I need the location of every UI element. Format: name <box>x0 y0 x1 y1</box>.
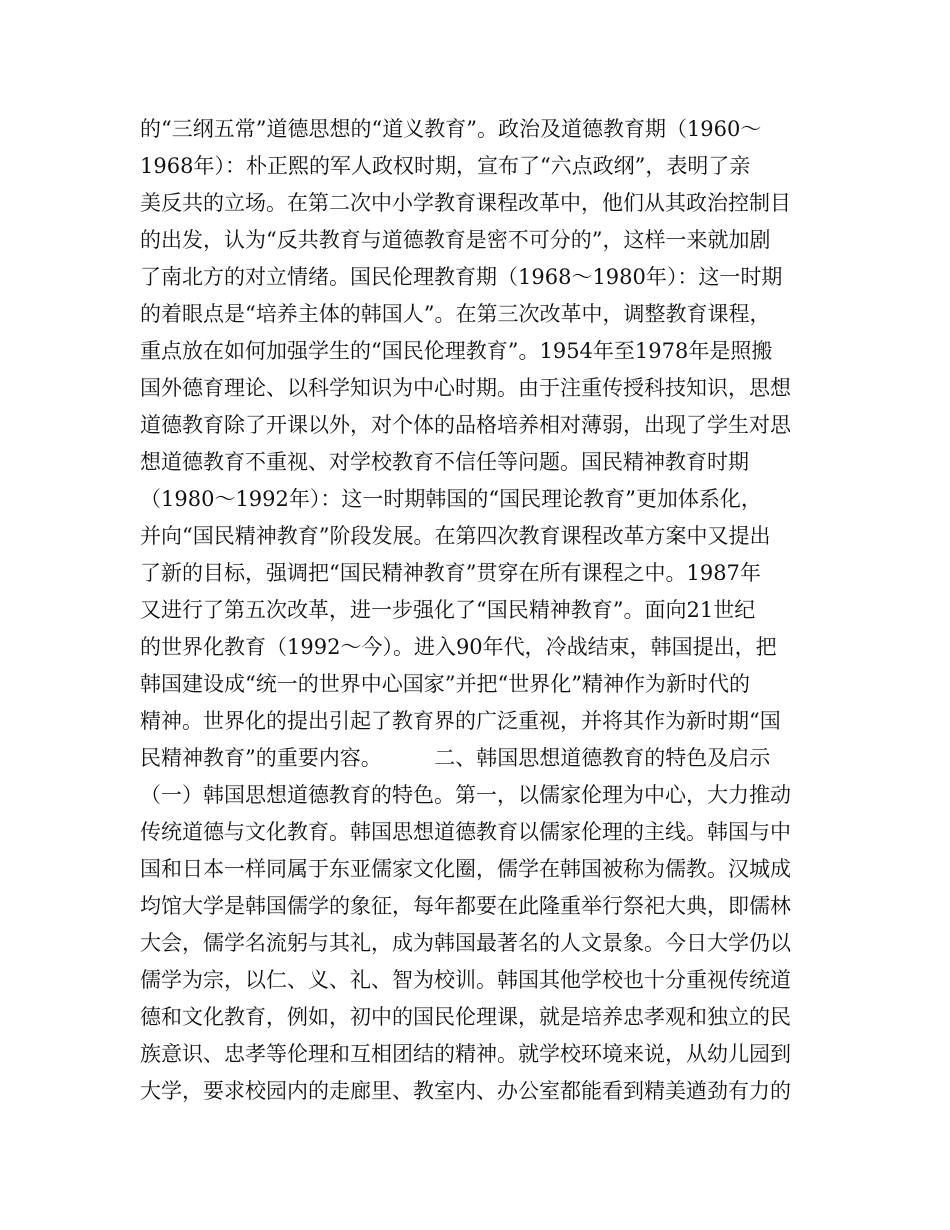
text-line-24: 儒学为宗，以仁、义、礼、智为校训。韩国其他学校也十分重视传统道 <box>140 968 791 992</box>
text-line-16: 韩国建设成“统一的世界中心国家”并把“世界化”精神作为新时代的 <box>140 672 750 696</box>
text-line-21: 国和日本一样同属于东亚儒家文化圈，儒学在韩国被称为儒教。汉城成 <box>140 857 791 881</box>
text-line-9: 道德教育除了开课以外，对个体的品格培养相对薄弱，出现了学生对思 <box>140 413 791 437</box>
text-line-18: 民精神教育”的重要内容。 二、韩国思想道德教育的特色及启示 <box>140 746 771 770</box>
text-line-14: 又进行了第五次改革，进一步强化了“国民精神教育”。面向21世纪 <box>140 598 756 622</box>
text-line-6: 的着眼点是“培养主体的韩国人”。在第三次改革中，调整教育课程， <box>140 302 771 326</box>
text-line-5: 了南北方的对立情绪。国民伦理教育期（1968～1980年）：这一时期 <box>140 265 783 289</box>
text-line-23: 大会，儒学名流躬与其礼，成为韩国最著名的人文景象。今日大学仍以 <box>140 931 791 955</box>
text-line-1: 的“三纲五常”道德思想的“道义教育”。政治及道德教育期（1960～ <box>140 117 762 141</box>
text-line-17: 精神。世界化的提出引起了教育界的广泛重视，并将其作为新时期“国 <box>140 709 781 733</box>
text-line-7: 重点放在如何加强学生的“国民伦理教育”。1954年至1978年是照搬 <box>140 339 773 363</box>
text-line-26: 族意识、忠孝等伦理和互相团结的精神。就学校环境来说，从幼儿园到 <box>140 1042 791 1066</box>
text-line-10: 想道德教育不重视、对学校教育不信任等问题。国民精神教育时期 <box>140 450 749 474</box>
text-line-20: 传统道德与文化教育。韩国思想道德教育以儒家伦理的主线。韩国与中 <box>140 820 791 844</box>
text-line-8: 国外德育理论、以科学知识为中心时期。由于注重传授科技知识，思想 <box>140 376 791 400</box>
text-line-12: 并向“国民精神教育”阶段发展。在第四次教育课程改革方案中又提出 <box>140 524 771 548</box>
body-text <box>140 111 820 1110</box>
text-line-25: 德和文化教育，例如，初中的国民伦理课，就是培养忠孝观和独立的民 <box>140 1005 791 1029</box>
text-line-11: （1980～1992年）：这一时期韩国的“国民理论教育”更加体系化， <box>140 487 762 511</box>
text-line-4: 的出发，认为“反共教育与道德教育是密不可分的”，这样一来就加剧 <box>140 228 771 252</box>
text-line-27: 大学，要求校园内的走廊里、教室内、办公室都能看到精美遒劲有力的 <box>140 1079 791 1103</box>
text-line-15: 的世界化教育（1992～今）。进入90年代，冷战结束，韩国提出，把 <box>140 635 777 659</box>
text-line-3: 美反共的立场。在第二次中小学教育课程改革中，他们从其政治控制目 <box>140 191 791 215</box>
text-line-22: 均馆大学是韩国儒学的象征，每年都要在此隆重举行祭祀大典，即儒林 <box>140 894 791 918</box>
text-line-13: 了新的目标，强调把“国民精神教育”贯穿在所有课程之中。1987年 <box>140 561 761 585</box>
text-line-2: 1968年）：朴正熙的军人政权时期，宣布了“六点政纲”，表明了亲 <box>140 154 751 178</box>
text-line-19: （一）韩国思想道德教育的特色。第一，以儒家伦理为中心，大力推动 <box>140 783 791 807</box>
